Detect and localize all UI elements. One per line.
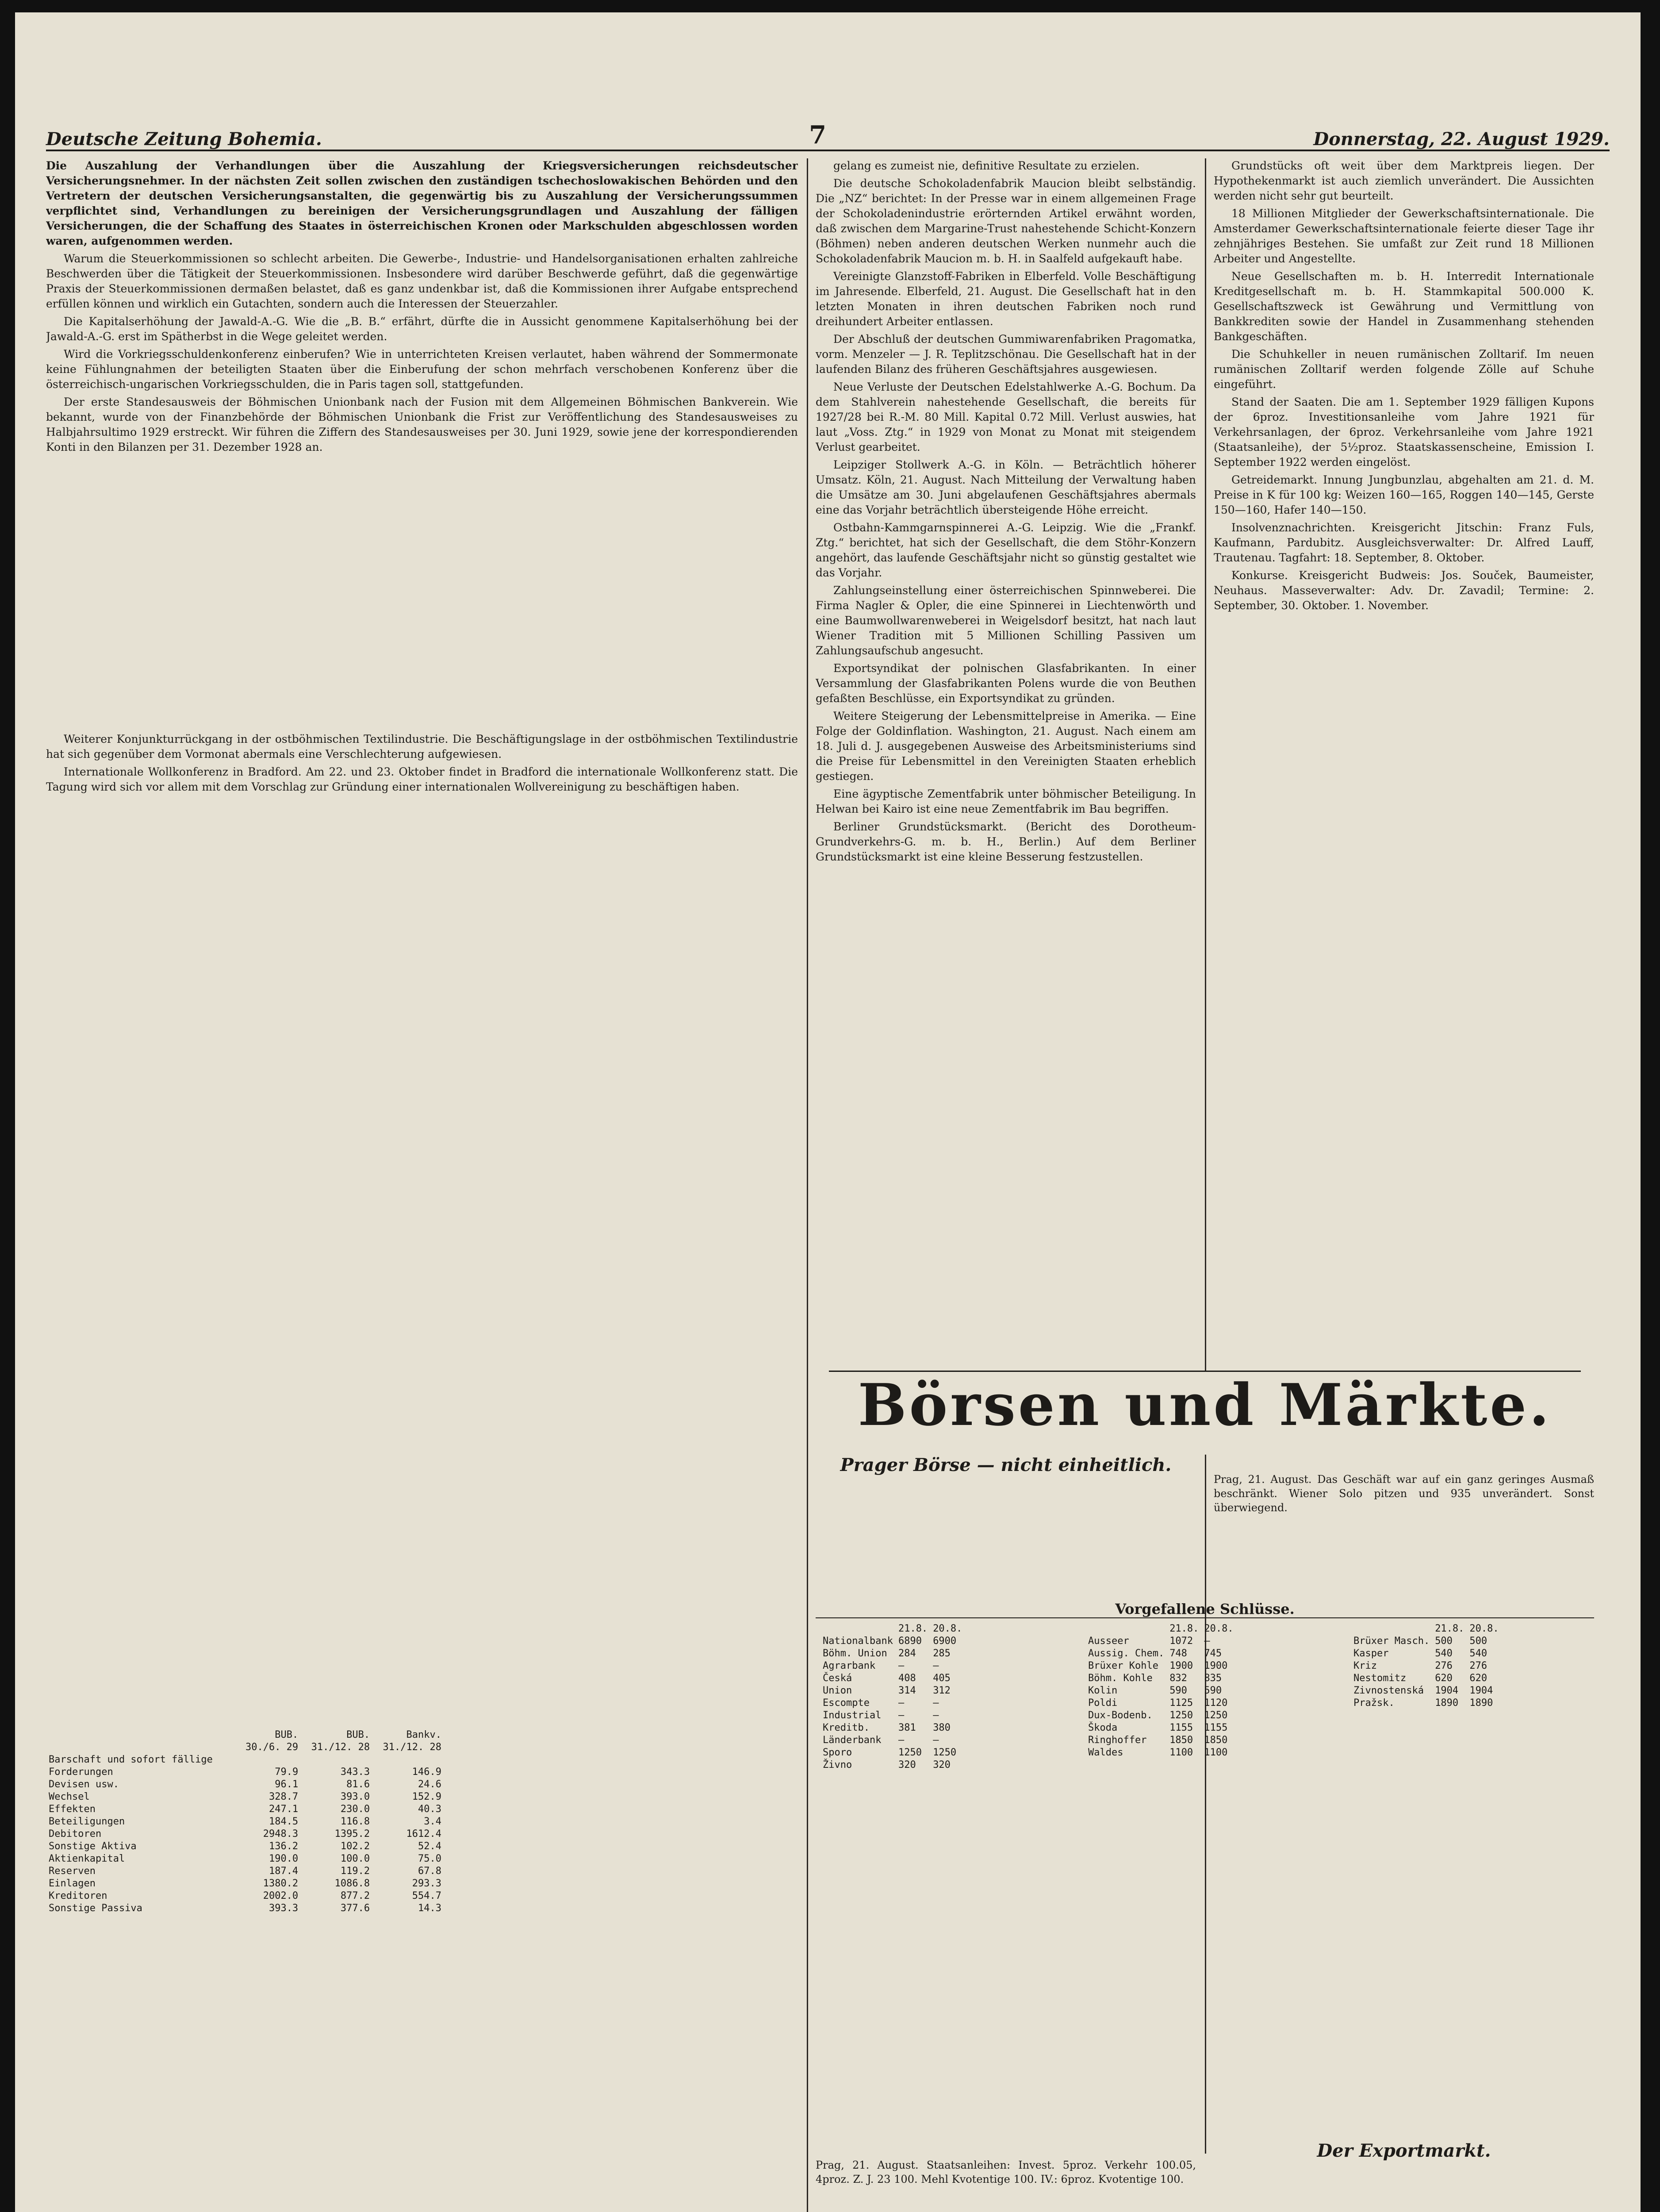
table-cell: 393.3 (268, 1903, 299, 1914)
table-cell: 75.0 (418, 1853, 441, 1864)
table-cell: 500 (1435, 1636, 1453, 1647)
column-right (1214, 158, 1594, 1371)
table-cell: 152.9 (412, 1791, 441, 1802)
table-row (820, 1685, 965, 1697)
table-cell: — (933, 1697, 939, 1709)
table-cell: 554.7 (412, 1890, 441, 1901)
table-cell: Reserven (49, 1866, 96, 1877)
issue-date: Donnerstag, 22. August 1929. (1313, 129, 1610, 150)
table-cell (301, 1754, 372, 1766)
table-row (1351, 1697, 1502, 1709)
financial-table (46, 1729, 798, 1915)
article: Berliner Grundstücksmarkt. (Bericht des Dorotheum-Grundverkehrs-G. m. b. H., Berlin.) Auf dem Berliner Grundstücksmarkt ist eine kleine Besserung festzustellen. (816, 820, 1196, 863)
article: Grundstücks oft weit über dem Marktpreis liegen. Der Hypothekenmarkt ist auch ziemlich unverändert. Die Aussichten werden nicht sehr gut beurteilt. (1214, 159, 1594, 202)
newspaper-page (15, 12, 1641, 2212)
table-cell: Böhm. Kohle (1088, 1673, 1153, 1684)
article: Konkurse. Kreisgericht Budweis: Jos. Souček, Baumeister, Neuhaus. Masseverwalter: Adv. Dr. Zavadil; Termine: 2. September, 30. Oktober. 1. November. (1214, 569, 1594, 612)
table-cell: Zivnostenská (1353, 1685, 1424, 1696)
table-row (820, 1747, 965, 1759)
table-cell: Länderbank (823, 1735, 882, 1746)
article: Eine ägyptische Zementfabrik unter böhmischer Beteiligung. In Helwan bei Kairo ist eine neue Zementfabrik im Bau begriffen. (816, 787, 1196, 815)
table-cell: 1850 (1204, 1735, 1228, 1746)
table-cell (46, 1741, 236, 1754)
table-cell: Escompte (823, 1697, 870, 1709)
table-cell: 1612.4 (406, 1828, 441, 1839)
table-cell: 100.0 (340, 1853, 370, 1864)
table-cell: Waldes (1088, 1747, 1123, 1758)
table-cell: — (933, 1660, 939, 1671)
table-row (46, 1865, 444, 1878)
table-row (46, 1840, 444, 1853)
table-cell: 184.5 (268, 1816, 299, 1827)
table-cell: 314 (898, 1685, 916, 1696)
table-cell: 381 (898, 1722, 916, 1733)
table-cell: 1100 (1204, 1747, 1228, 1758)
table-cell: 620 (1435, 1673, 1453, 1684)
table-row (46, 1902, 444, 1915)
table-cell: Agrarbank (823, 1660, 876, 1671)
article: Weitere Steigerung der Lebensmittelpreise in Amerika. — Eine Folge der Goldinflation. Washington, 21. August. Nach einem am 18. Juli d. J. ausgegebenen Ausweise des Arbeitsministeriums sind die Preise für Lebensmittel in den Vereinigten Staaten erheblich gestiegen. (816, 710, 1196, 783)
table-cell: 230.0 (340, 1804, 370, 1815)
column-rule (807, 158, 808, 2212)
table-cell: 1890 (1435, 1697, 1459, 1709)
table-cell: 136.2 (268, 1841, 299, 1852)
table-row (1351, 1660, 1502, 1672)
table-cell: Wechsel (49, 1791, 90, 1802)
table-cell: 247.1 (268, 1804, 299, 1815)
table-cell: 408 (898, 1673, 916, 1684)
column-middle (816, 158, 1196, 1371)
table-cell: 1155 (1169, 1722, 1193, 1733)
table-cell: 748 (1169, 1648, 1187, 1659)
table-cell: 31./12. 28 (383, 1742, 441, 1753)
table-cell: 190.0 (268, 1853, 299, 1864)
table-cell: Ausseer (1088, 1636, 1129, 1647)
table-cell: 276 (1469, 1660, 1487, 1671)
table-row (1085, 1697, 1236, 1709)
table-cell: 30./6. 29 (245, 1742, 299, 1753)
table-spacer (46, 457, 798, 732)
table-row (820, 1672, 965, 1685)
table-row (46, 1853, 444, 1865)
paper-name: Deutsche Zeitung Bohemia. (46, 129, 322, 150)
table-cell: 21.8. (1435, 1623, 1464, 1634)
table-cell: 21.8. (1169, 1623, 1199, 1634)
table-cell: 343.3 (340, 1767, 370, 1778)
table-row (1351, 1685, 1502, 1697)
table-cell: Barschaft und sofort fällige (49, 1754, 213, 1765)
table-cell: 285 (933, 1648, 951, 1659)
table-cell: Kolin (1088, 1685, 1118, 1696)
table-row (46, 1778, 444, 1791)
table-cell: 312 (933, 1685, 951, 1696)
table-cell: 832 (1169, 1673, 1187, 1684)
table-row (46, 1878, 444, 1890)
table-cell: Živno (823, 1759, 852, 1770)
table-cell: 187.4 (268, 1866, 299, 1877)
table-row (46, 1803, 444, 1816)
table-cell: — (1204, 1636, 1210, 1647)
table-cell: 1890 (1469, 1697, 1493, 1709)
table-cell: 40.3 (418, 1804, 441, 1815)
article: Warum die Steuerkommissionen so schlecht arbeiten. Die Gewerbe-, Industrie- und Handelsorganisationen erhalten zahlreiche Beschwerden über die Tätigkeit der Steuerkommissionen. Insbesondere wird darüber Beschwerde geführt, daß die gegenwärtige Praxis der Steuerkommissionen dermaßen belastet, daß es ganz undenkbar ist, daß die Kommissionen ihrer Aufgabe entsprechend erfüllen können und wirklich ein Gutachten, sondern auch die Interessen der Steuerzahler. (46, 252, 798, 310)
table-cell: 284 (898, 1648, 916, 1659)
table-row (1351, 1647, 1502, 1660)
running-header (46, 114, 1610, 151)
table-cell: Kasper (1353, 1648, 1389, 1659)
table-cell: BUB. (275, 1729, 299, 1740)
table-header (820, 1623, 965, 1635)
table-cell: 500 (1469, 1636, 1487, 1647)
table-cell: Einlagen (49, 1878, 96, 1889)
table-cell: Effekten (49, 1804, 96, 1815)
article: Die Kapitalserhöhung der Jawald-A.-G. Wie die „B. B.“ erfährt, dürfte die in Aussicht genommene Kapitalserhöhung bei der Jawald-A.-G. erst im Spätherbst in die Wege geleitet werden. (46, 315, 798, 343)
table-cell: 377.6 (340, 1903, 370, 1914)
table-row (820, 1647, 965, 1660)
table-row (820, 1722, 965, 1734)
table-cell: 1850 (1169, 1735, 1193, 1746)
table-cell: 1380.2 (263, 1878, 299, 1889)
table-cell (820, 1623, 896, 1635)
table-cell: 3.4 (424, 1816, 441, 1827)
article: Die Auszahlung der Verhandlungen über die Auszahlung der Kriegsversicherungen reichsdeutscher Versicherungsnehmer. In der nächsten Zeit sollen zwischen den zuständigen tschechoslowakischen Behörden und den Vertretern der deutschen Versicherungsanstalten, die gegenwärtig bis zu Auszahlung der Versicherungssummen verpflichtet sind, Verhandlungen zu bereinigen der Versicherungsgrundlagen und Auszahlung der fälligen Versicherungen, die der Schaffung des Staates in österreichischen Kronen oder Markschulden abgeschlossen worden waren, aufgenommen werden. (46, 159, 798, 247)
table-cell: 1904 (1469, 1685, 1493, 1696)
table-cell: Česká (823, 1673, 852, 1684)
table-row (1085, 1722, 1236, 1734)
table-cell: 67.8 (418, 1866, 441, 1877)
table-cell: — (933, 1710, 939, 1721)
table-cell: 590 (1169, 1685, 1187, 1696)
table-row (1351, 1672, 1502, 1685)
table-cell: Sonstige Aktiva (49, 1841, 137, 1852)
table-cell: Forderungen (49, 1767, 113, 1778)
table-cell: 1086.8 (334, 1878, 370, 1889)
article: Vereinigte Glanzstoff-Fabriken in Elberfeld. Volle Beschäftigung im Jahresende. Elberfeld, 21. August. Die Gesellschaft hat in den letzten Monaten in ihren deutschen Fabriken noch rund dreihundert Arbeiter entlassen. (816, 270, 1196, 328)
article: Der erste Standesausweis der Böhmischen Unionbank nach der Fusion mit dem Allgemeinen Böhmischen Bankverein. Wie bekannt, wurde von der Finanzbehörde der Böhmischen Unionbank die Frist zur Veröffentlichung des Standesausweises zu Halbjahrsultimo 1929 erstreckt. Wir führen die Ziffern des Standesausweises per 30. Juni 1929, sowie jene der korrespondierenden Konti in den Bilanzen per 31. Dezember 1928 an. (46, 396, 798, 453)
table-row (46, 1791, 444, 1803)
table-row (1085, 1635, 1236, 1647)
table-cell: 590 (1204, 1685, 1222, 1696)
table-cell: Ringhoffer (1088, 1735, 1147, 1746)
table-cell: 146.9 (412, 1767, 441, 1778)
table-row (46, 1816, 444, 1828)
article: Die Schuhkeller in neuen rumänischen Zolltarif. Im neuen rumänischen Zolltarif werden folgende Zölle auf Schuhe eingeführt. (1214, 348, 1594, 391)
column-rule (1205, 158, 1206, 1371)
table-cell: Böhm. Union (823, 1648, 887, 1659)
table-cell: Devisen usw. (49, 1779, 119, 1790)
table-cell: — (898, 1710, 905, 1721)
table-cell: 1250 (933, 1747, 957, 1758)
table-cell: 380 (933, 1722, 951, 1733)
table-cell: Dux-Bodenb. (1088, 1710, 1153, 1721)
market-table-block (1085, 1623, 1236, 1759)
table-cell: — (898, 1660, 905, 1671)
table-header (46, 1741, 444, 1754)
table-cell: 31./12. 28 (311, 1742, 370, 1753)
table-cell: 540 (1435, 1648, 1453, 1659)
table-cell: 20.8. (1204, 1623, 1234, 1634)
article: 18 Millionen Mitglieder der Gewerkschaftsinternationale. Die Amsterdamer Gewerkschaftsinternationale feierte dieser Tage ihr zehnjähriges Bestehen. Sie umfaßt zur Zeit rund 18 Millionen Arbeiter und Angestellte. (1214, 207, 1594, 265)
table-cell: 21.8. (898, 1623, 928, 1634)
table-cell (372, 1754, 444, 1766)
article: Ostbahn-Kammgarnspinnerei A.-G. Leipzig. Wie die „Frankf. Ztg.“ berichtet, hat sich der Gesellschaft, die dem Stöhr-Konzern angehört, das laufende Geschäftsjahr nicht so günstig gestaltet wie das Vorjahr. (816, 521, 1196, 579)
table-cell: 1250 (1204, 1710, 1228, 1721)
article: Wird die Vorkriegsschuldenkonferenz einberufen? Wie in unterrichteten Kreisen verlautet, haben während der Sommermonate keine Fühlungnahmen der beteiligten Staaten über die Einberufung der schon mehrfach verschobenen Konferenz über die österreichisch-ungarischen Vorkriegsschulden, die in Paris tagen soll, stattgefunden. (46, 348, 798, 391)
table-cell (1351, 1623, 1432, 1635)
article: Die deutsche Schokoladenfabrik Maucion bleibt selbständig. Die „NZ“ berichtet: In der Presse war in einem allgemeinen Frage der Schokoladenindustrie erörternden Artikel erwähnt worden, daß zwischen dem Margarine-Trust nahestehende Schicht-Konzern (Böhmen) neben anderen deutschen Werken nunmehr auch die Schokoladenfabrik Maucion m. b. H. in Saalfeld aufgekauft habe. (816, 177, 1196, 265)
table-row (820, 1660, 965, 1672)
table-cell: 116.8 (340, 1816, 370, 1827)
table-cell: 1900 (1204, 1660, 1228, 1671)
article: Prag, 21. August. Staatsanleihen: Invest. 5proz. Verkehr 100.05, 4proz. Z. J. 23 100. Mehl Kvotentige 100. IV.: 6proz. Kvotentige 100. (816, 2159, 1196, 2185)
page-number: 7 (809, 120, 827, 150)
table-cell: 20.8. (1469, 1623, 1499, 1634)
article: Zahlungseinstellung einer österreichischen Spinnweberei. Die Firma Nagler & Opler, die eine Spinnerei in Liechtenwörth und eine Baumwollwarenweberei in Weigelsdorf besitzt, hat nach laut Wiener Tradition mit 5 Millionen Schilling Passiven um Zahlungsaufschub angesucht. (816, 584, 1196, 657)
table-row (1351, 1635, 1502, 1647)
table-cell: 1100 (1169, 1747, 1193, 1758)
table-row (1085, 1647, 1236, 1660)
table-cell: Sonstige Passiva (49, 1903, 142, 1914)
table-cell: Nestomitz (1353, 1673, 1407, 1684)
table-cell: Poldi (1088, 1697, 1118, 1709)
table-cell (46, 1729, 236, 1741)
table-cell: 1250 (898, 1747, 922, 1758)
table-cell: 1904 (1435, 1685, 1459, 1696)
table-cell: Sporo (823, 1747, 852, 1758)
section-subtitle: Der Exportmarkt. (1317, 2140, 1491, 2161)
table-row (1085, 1685, 1236, 1697)
table-title: Vorgefallene Schlüsse. (816, 1601, 1594, 1618)
table-cell: 2948.3 (263, 1828, 299, 1839)
table-cell: 6890 (898, 1636, 922, 1647)
article: Weiterer Konjunkturrückgang in der ostböhmischen Textilindustrie. Die Beschäftigungslage in der ostböhmischen Textilindustrie hat sich gegenüber dem Vormonat abermals eine Verschlechterung aufgewiesen. (46, 733, 798, 760)
table-cell: 52.4 (418, 1841, 441, 1852)
table-cell: 1120 (1204, 1697, 1228, 1709)
table-cell: 1155 (1204, 1722, 1228, 1733)
table-cell: 393.0 (340, 1791, 370, 1802)
table-cell: 102.2 (340, 1841, 370, 1852)
table-cell: Kriz (1353, 1660, 1377, 1671)
table-cell: Bankv. (406, 1729, 441, 1740)
table-cell: — (933, 1735, 939, 1746)
table-cell: 24.6 (418, 1779, 441, 1790)
table-cell: Škoda (1088, 1722, 1118, 1733)
table-cell: 1125 (1169, 1697, 1193, 1709)
table-cell: 877.2 (340, 1890, 370, 1901)
market-table-block (820, 1623, 965, 1771)
table-cell: 14.3 (418, 1903, 441, 1914)
table-cell: Nationalbank (823, 1636, 893, 1647)
table-cell: 320 (933, 1759, 951, 1770)
article: Stand der Saaten. Die am 1. September 1929 fälligen Kupons der 6proz. Investitionsanleihe vom Jahre 1921 für Verkehrsanlagen, der 6proz. Verkehrsanleihe vom Jahre 1921 (Staatsanleihe), der 5½proz. Staatskassenscheine, Emission I. September 1922 werden eingelöst. (1214, 396, 1594, 469)
table-cell: 745 (1204, 1648, 1222, 1659)
table-cell: 119.2 (340, 1866, 370, 1877)
table-cell: 96.1 (275, 1779, 299, 1790)
table-row (1085, 1672, 1236, 1685)
table-cell: 1072 (1169, 1636, 1193, 1647)
table-cell: 293.3 (412, 1878, 441, 1889)
table-cell: 405 (933, 1673, 951, 1684)
table-cell: Pražsk. (1353, 1697, 1395, 1709)
article: gelang es zumeist nie, definitive Resultate zu erzielen. (833, 159, 1140, 172)
table-row (46, 1766, 444, 1778)
table-row (1085, 1660, 1236, 1672)
table-row (820, 1709, 965, 1722)
article: Leipziger Stollwerk A.-G. in Köln. — Beträchtlich höherer Umsatz. Köln, 21. August. Nach Mitteilung der Verwaltung haben die Umsätze am 30. Juni abgelaufenen Geschäftsjahres abermals eine das Vorjahr beträchtlich übersteigende Höhe erreicht. (816, 458, 1196, 516)
table-cell: 1250 (1169, 1710, 1193, 1721)
table-cell: 6900 (933, 1636, 957, 1647)
table-cell: 620 (1469, 1673, 1487, 1684)
section-banner: Börsen und Märkte. (829, 1371, 1581, 1438)
table-row (1085, 1709, 1236, 1722)
table-cell: Industrial (823, 1710, 882, 1721)
table-cell: 328.7 (268, 1791, 299, 1802)
table-cell: Aussig. Chem. (1088, 1648, 1165, 1659)
article: Neue Verluste der Deutschen Edelstahlwerke A.-G. Bochum. Da dem Stahlverein nahestehende Gesellschaft, die bereits für 1927/28 bei R.-M. 80 Mill. Kapital 0.72 Mill. Verlust auswies, hat laut „Voss. Ztg.“ in 1929 von Monat zu Monat mit steigendem Verlust gearbeitet. (816, 380, 1196, 453)
table-cell: Brüxer Masch. (1353, 1636, 1430, 1647)
table-row (46, 1890, 444, 1902)
table-cell: — (898, 1697, 905, 1709)
table-row (46, 1754, 444, 1766)
table-cell: Union (823, 1685, 852, 1696)
table-cell: 79.9 (275, 1767, 299, 1778)
article: Getreidemarkt. Innung Jungbunzlau, abgehalten am 21. d. M. Preise in K für 100 kg: Weizen 160—165, Roggen 140—145, Gerste 150—160, Hafer 140—150. (1214, 473, 1594, 516)
table-header (46, 1729, 444, 1741)
table-cell: BUB. (346, 1729, 370, 1740)
table-cell (1085, 1623, 1167, 1635)
article: Exportsyndikat der polnischen Glasfabrikanten. In einer Versammlung der Glasfabrikanten Polens wurde die von Beuthen gefaßten Beschlüsse, ein Exportsyndikat zu gründen. (816, 662, 1196, 705)
table-cell: 1395.2 (334, 1828, 370, 1839)
table-header (1085, 1623, 1236, 1635)
table-cell: — (898, 1735, 905, 1746)
table-cell: 540 (1469, 1648, 1487, 1659)
article: Insolvenznachrichten. Kreisgericht Jitschin: Franz Fuls, Kaufmann, Pardubitz. Ausgleichsverwalter: Dr. Alfred Lauff, Trautenau. Tagfahrt: 18. September, 8. Oktober. (1214, 521, 1594, 564)
table-cell: Brüxer Kohle (1088, 1660, 1158, 1671)
table-cell: Kreditoren (49, 1890, 107, 1901)
market-note: Prag, 21. August. Das Geschäft war auf ein ganz geringes Ausmaß beschränkt. Wiener Solo pitzen und 935 unverändert. Sonst überwiegend. (1214, 1473, 1594, 1514)
article: Neue Gesellschaften m. b. H. Interredit Internationale Kreditgesellschaft m. b. H. Stammkapital 500.000 K. Gesellschaftszweck ist Gewährung und Vermittlung von Bankkrediten sowie der Handel in Zusammenhang stehenden Bankgeschäften. (1214, 270, 1594, 343)
table-cell: 81.6 (346, 1779, 370, 1790)
table-row (820, 1734, 965, 1747)
table-cell (236, 1754, 301, 1766)
table-cell: 276 (1435, 1660, 1453, 1671)
table-row (820, 1697, 965, 1709)
table-cell: 20.8. (933, 1623, 962, 1634)
market-table-block (1351, 1623, 1502, 1709)
table-cell: 835 (1204, 1673, 1222, 1684)
table-row (1085, 1734, 1236, 1747)
section-subtitle: Prager Börse — nicht einheitlich. (840, 1455, 1172, 1475)
column-rule (1205, 1455, 1206, 2154)
table-cell: Aktienkapital (49, 1853, 125, 1864)
table-cell: Beteiligungen (49, 1816, 125, 1827)
article: Internationale Wollkonferenz in Bradford. Am 22. und 23. Oktober findet in Bradford die internationale Wollkonferenz statt. Die Tagung wird sich vor allem mit dem Vorschlag zur Gründung einer internationalen Wollvereinigung zu beschäftigen haben. (46, 765, 798, 793)
table-row (820, 1759, 965, 1771)
article: Der Abschluß der deutschen Gummiwarenfabriken Pragomatka, vorm. Menzeler — J. R. Teplitzschönau. Die Gesellschaft hat in der laufenden Bilanz des früheren Geschäftsjahres ausgewiesen. (816, 333, 1196, 376)
table-row (46, 1828, 444, 1840)
table-row (1085, 1747, 1236, 1759)
table-row (820, 1635, 965, 1647)
table-cell: 320 (898, 1759, 916, 1770)
table-header (1351, 1623, 1502, 1635)
table-cell: 2002.0 (263, 1890, 299, 1901)
table-cell: Debitoren (49, 1828, 102, 1839)
table-cell: Kreditb. (823, 1722, 870, 1733)
table-cell: 1900 (1169, 1660, 1193, 1671)
